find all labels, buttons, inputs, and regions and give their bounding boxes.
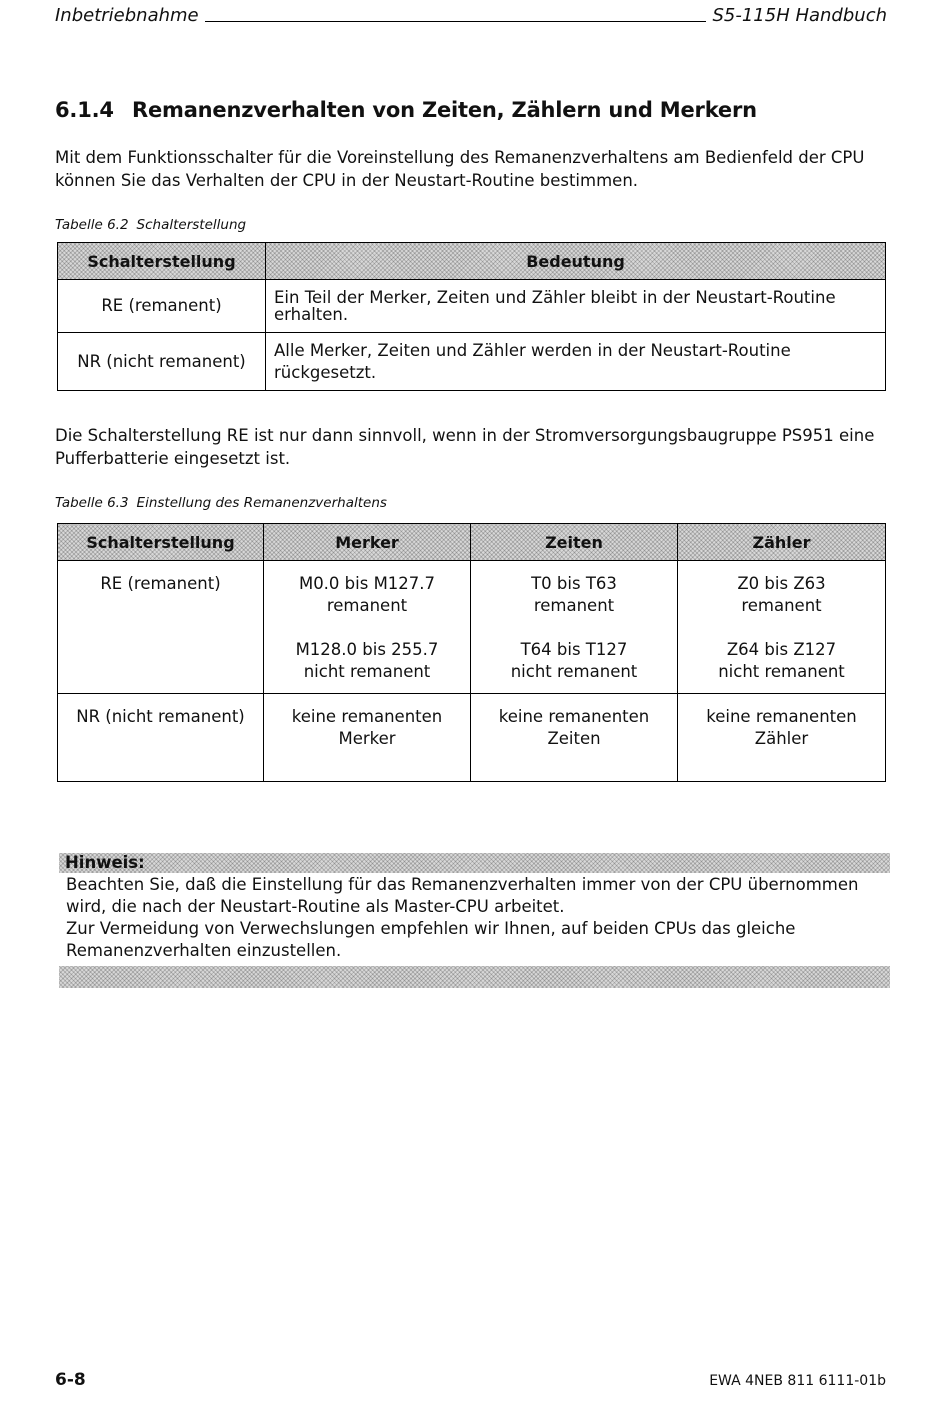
caption-number: Tabelle 6.2	[55, 217, 129, 233]
column-header: Zähler	[678, 524, 886, 561]
table-cell-zaehler	[678, 694, 886, 782]
table-cell-meaning: Alle Merker, Zeiten und Zähler werden in der Neustart-Routine rückgesetzt.	[266, 333, 886, 391]
table-6-2	[57, 242, 886, 391]
caption-number: Tabelle 6.3	[55, 495, 129, 511]
table-header-row	[58, 243, 886, 280]
cell-text: Merker	[338, 729, 396, 748]
table-row	[58, 333, 886, 391]
cell-text: Zähler	[754, 729, 809, 748]
note-label: Hinweis:	[59, 853, 890, 873]
cell-text: NR (nicht remanent)	[76, 707, 245, 726]
cell-text: M128.0 bis 255.7	[295, 640, 439, 659]
document-code: EWA 4NEB 811 6111-01b	[709, 1373, 886, 1389]
caption-text: Schalterstellung	[136, 217, 247, 233]
page-number: 6-8	[55, 1370, 86, 1390]
cell-text: T0 bis T63	[531, 574, 617, 593]
cell-text: T64 bis T127	[520, 640, 628, 659]
cell-text: nicht remanent	[510, 662, 638, 681]
cell-text: Z64 bis Z127	[726, 640, 837, 659]
column-header: Schalterstellung	[58, 524, 264, 561]
cell-text: Zeiten	[547, 729, 601, 748]
table-6-3	[57, 523, 886, 782]
header-manual-title: S5-115H Handbuch	[712, 5, 887, 26]
cell-text: nicht remanent	[718, 662, 845, 681]
note-box	[59, 853, 890, 988]
table-row	[58, 561, 886, 694]
table-cell-zeiten	[471, 561, 678, 694]
intro-paragraph: Mit dem Funktionsschalter für die Voreinstellung des Remanenzverhaltens am Bedienfeld der CPU können Sie das Verhalten der CPU in der Neustart-Routine bestimmen.	[55, 148, 865, 190]
cell-text: M0.0 bis M127.7	[298, 574, 436, 593]
table-cell-meaning: Ein Teil der Merker, Zeiten und Zähler bleibt in der Neustart-Routine erhalten.	[266, 280, 886, 333]
table-cell-merker	[264, 694, 471, 782]
running-header	[55, 0, 887, 26]
table-row	[58, 694, 886, 782]
section-number: 6.1.4	[55, 98, 114, 122]
table-cell-zaehler	[678, 561, 886, 694]
table-cell-state	[58, 694, 264, 782]
note-text: Zur Vermeidung von Verwechslungen empfehlen wir Ihnen, auf beiden CPUs das gleiche Remanenzverhalten einzustellen.	[66, 919, 796, 960]
cell-text: Z0 bis Z63	[737, 574, 826, 593]
battery-paragraph: Die Schalterstellung RE ist nur dann sinnvoll, wenn in der Stromversorgungsbaugruppe PS951 eine Pufferbatterie eingesetzt ist.	[55, 426, 875, 468]
cell-text: RE (remanent)	[100, 574, 221, 593]
table-cell-merker	[264, 561, 471, 694]
table-cell-zeiten	[471, 694, 678, 782]
section-heading	[55, 98, 757, 122]
column-header: Schalterstellung	[58, 243, 266, 280]
header-chapter: Inbetriebnahme	[55, 5, 199, 26]
table-row	[58, 280, 886, 333]
table-cell-state: NR (nicht remanent)	[58, 333, 266, 391]
column-header: Bedeutung	[266, 243, 886, 280]
cell-text: remanent	[533, 596, 615, 615]
cell-text: remanent	[326, 596, 408, 615]
note-text: Beachten Sie, daß die Einstellung für das Remanenzverhalten immer von der CPU übernommen wird, die nach der Neustart-Routine als Master-CPU arbeitet.	[66, 875, 859, 916]
column-header: Merker	[264, 524, 471, 561]
table-6-2-caption	[55, 217, 246, 233]
table-cell-state: RE (remanent)	[58, 280, 266, 333]
caption-text: Einstellung des Remanenzverhaltens	[136, 495, 387, 511]
table-6-3-caption	[55, 495, 387, 511]
column-header: Zeiten	[471, 524, 678, 561]
note-bottom-bar	[59, 966, 890, 988]
note-body	[59, 873, 890, 966]
table-cell-state	[58, 561, 264, 694]
section-title: Remanenzverhalten von Zeiten, Zählern und Merkern	[132, 98, 757, 122]
cell-text: keine remanenten	[706, 707, 857, 726]
cell-text: nicht remanent	[303, 662, 431, 681]
header-rule	[205, 20, 707, 22]
cell-text: keine remanenten	[498, 707, 650, 726]
table-header-row	[58, 524, 886, 561]
cell-text: keine remanenten	[291, 707, 443, 726]
cell-text: remanent	[741, 596, 822, 615]
